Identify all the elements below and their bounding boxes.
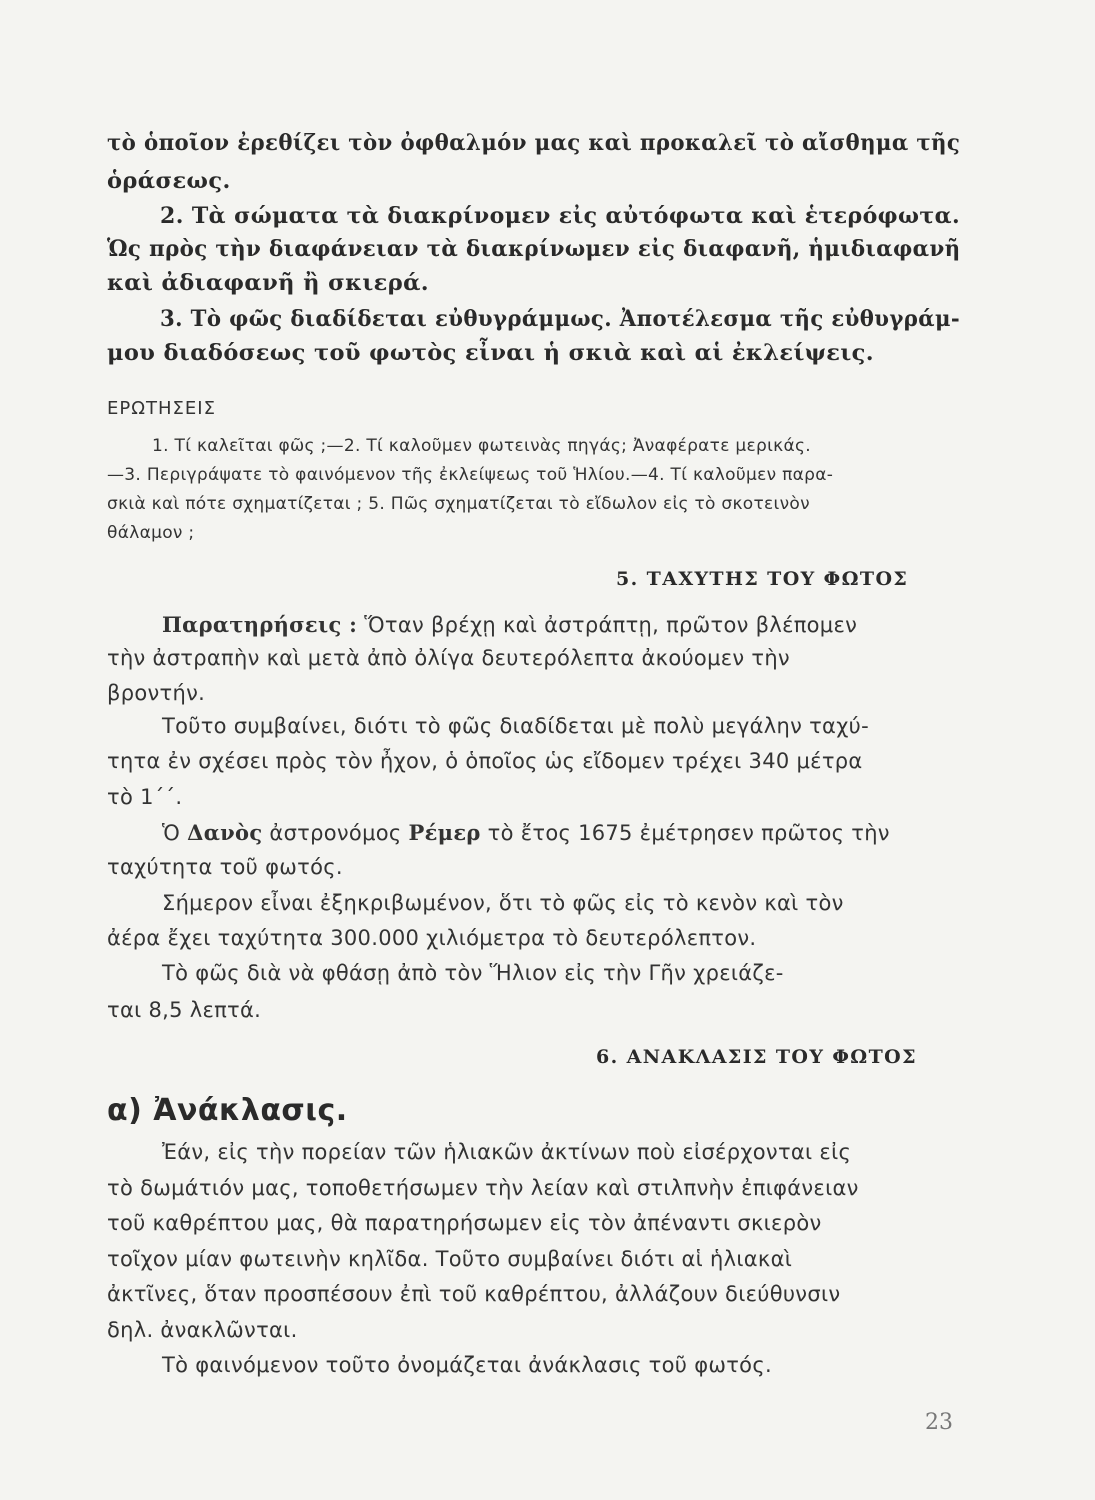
intro-line-4: Ὡς πρὸς τὴν διαφάνειαν τὰ διακρίνωμεν εἰς διαφανῆ, ἡμιδιαφανῆ	[107, 236, 961, 262]
intro-line-3: 2. Τὰ σώματα τὰ διακρίνομεν εἰς αὐτόφωτα καὶ ἑτερόφωτα.	[160, 203, 961, 229]
questions-line-3: σκιὰ καὶ πότε σχηματίζεται ; 5. Πῶς σχηματίζεται τὸ εἴδωλον εἰς τὸ σκοτεινὸν	[107, 494, 810, 514]
questions-line-4: θάλαμον ;	[107, 523, 195, 543]
intro-line-7: μου διαδόσεως τοῦ φωτὸς εἶναι ἡ σκιὰ καὶ αἱ ἐκλείψεις.	[107, 340, 875, 366]
page-number: 23	[925, 1410, 953, 1435]
section-5-line-7-a: Ὁ	[162, 821, 181, 845]
remer-bold: Ρέμερ	[408, 820, 481, 845]
questions-line-2: —3. Περιγράψατε τὸ φαινόμενον τῆς ἐκλείψεως τοῦ Ἡλίου.—4. Τί καλοῦμεν παρα-	[107, 465, 834, 485]
section-6-heading: 6. ΑΝΑΚΛΑΣΙΣ ΤΟΥ ΦΩΤΟΣ	[596, 1046, 917, 1068]
section-6-line-5: ἀκτῖνες, ὅταν προσπέσουν ἐπὶ τοῦ καθρέπτου, ἀλλάζουν διεύθυνσιν	[107, 1282, 841, 1306]
observations-label: Παρατηρήσεις :	[162, 612, 358, 637]
intro-line-1: τὸ ὁποῖον ἐρεθίζει τὸν ὀφθαλμόν μας καὶ προκαλεῖ τὸ αἴσθημα τῆς	[107, 130, 961, 156]
intro-line-2: ὁράσεως.	[107, 168, 231, 194]
section-6-line-6: δηλ. ἀνακλῶνται.	[107, 1318, 298, 1342]
intro-line-5: καὶ ἀδιαφανῆ ἢ σκιερά.	[107, 270, 430, 296]
section-5-line-7-e: τὸ ἔτος 1675 ἐμέτρησεν πρῶτος τὴν	[487, 821, 890, 845]
questions-line-1: 1. Τί καλεῖται φῶς ;—2. Τί καλοῦμεν φωτεινὰς πηγάς; Ἀναφέρατε μερικάς.	[152, 436, 811, 456]
section-5-line-9: Σήμερον εἶναι ἐξηκριβωμένον, ὅτι τὸ φῶς εἰς τὸ κενὸν καὶ τὸν	[162, 891, 844, 915]
section-5-line-5: τητα ἐν σχέσει πρὸς τὸν ἦχον, ὁ ὁποῖος ὡς εἴδομεν τρέχει 340 μέτρα	[107, 749, 863, 773]
section-5-line-7-c: ἀστρονόμος	[269, 821, 402, 845]
intro-line-6: 3. Τὸ φῶς διαδίδεται εὐθυγράμμως. Ἀποτέλεσμα τῆς εὐθυγράμ-	[160, 306, 961, 332]
section-6-subheading: α) Ἀνάκλασις.	[107, 1093, 348, 1128]
section-6-line-1: Ἐάν, εἰς τὴν πορείαν τῶν ἡλιακῶν ἀκτίνων ποὺ εἰσέρχονται εἰς	[162, 1140, 852, 1164]
section-5-line-8: ταχύτητα τοῦ φωτός.	[107, 855, 343, 879]
section-6-line-7: Τὸ φαινόμενον τοῦτο ὀνομάζεται ἀνάκλασις τοῦ φωτός.	[162, 1353, 772, 1377]
section-5-heading: 5. ΤΑΧΥΤΗΣ ΤΟΥ ΦΩΤΟΣ	[616, 568, 909, 590]
section-6-line-2: τὸ δωμάτιόν μας, τοποθετήσωμεν τὴν λείαν καὶ στιλπνὴν ἐπιφάνειαν	[107, 1176, 859, 1200]
section-5-line-6: τὸ 1΄΄.	[107, 785, 183, 809]
section-5-line-10: ἀέρα ἔχει ταχύτητα 300.000 χιλιόμετρα τὸ δευτερόλεπτον.	[107, 926, 757, 950]
section-5-line-12: ται 8,5 λεπτά.	[107, 998, 262, 1022]
section-5-line-1	[162, 612, 857, 637]
section-5-line-4: Τοῦτο συμβαίνει, διότι τὸ φῶς διαδίδεται μὲ πολὺ μεγάλην ταχύ-	[162, 714, 869, 738]
danos-bold: Δανὸς	[187, 820, 263, 845]
section-6-line-3: τοῦ καθρέπτου μας, θὰ παρατηρήσωμεν εἰς τὸν ἀπέναντι σκιερὸν	[107, 1211, 822, 1235]
section-5-line-2: τὴν ἀστραπὴν καὶ μετὰ ἀπὸ ὀλίγα δευτερόλεπτα ἀκούομεν τὴν	[107, 646, 790, 670]
questions-title: ΕΡΩΤΗΣΕΙΣ	[107, 398, 216, 419]
section-5-line-1-text: Ὅταν βρέχῃ καὶ ἀστράπτῃ, πρῶτον βλέπομεν	[364, 613, 858, 637]
section-6-line-4: τοῖχον μίαν φωτεινὴν κηλῖδα. Τοῦτο συμβαίνει διότι αἱ ἡλιακαὶ	[107, 1247, 793, 1271]
section-5-line-7	[162, 820, 890, 845]
section-5-line-11: Τὸ φῶς διὰ νὰ φθάσῃ ἀπὸ τὸν Ἥλιον εἰς τὴν Γῆν χρειάζε-	[162, 961, 784, 985]
section-5-line-3: βροντήν.	[107, 681, 206, 705]
